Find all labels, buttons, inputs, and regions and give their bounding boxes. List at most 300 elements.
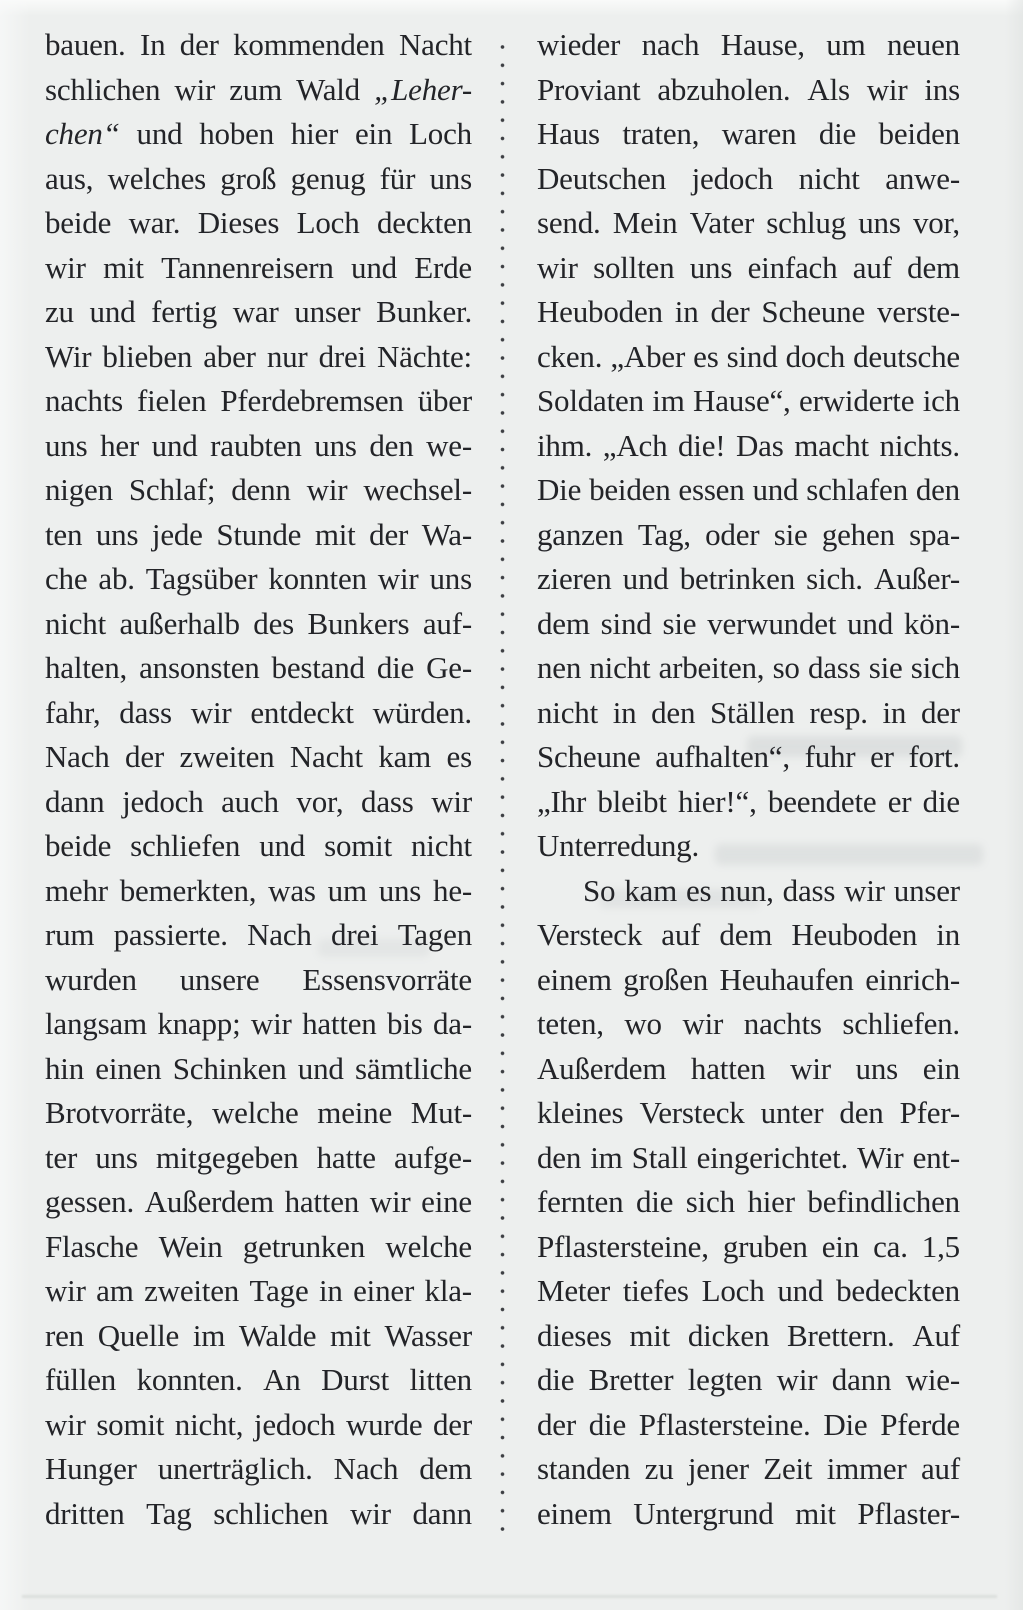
word: dritten	[45, 1495, 125, 1531]
word: er	[887, 783, 912, 819]
word: welche	[385, 1228, 472, 1264]
word: in	[882, 694, 907, 730]
word: wir	[190, 694, 232, 730]
word: tiefes	[622, 1273, 689, 1308]
word: Meter	[537, 1273, 611, 1308]
word: kleines	[537, 1095, 624, 1130]
word: wir	[431, 783, 472, 819]
word: die	[818, 116, 857, 151]
word: wir	[174, 71, 216, 107]
word: sie	[662, 605, 697, 641]
word: schliefen	[130, 828, 241, 863]
word: ca.	[873, 1228, 908, 1264]
word: macht	[794, 427, 869, 463]
word: somit	[96, 1406, 165, 1442]
word: arbeiten,	[658, 650, 765, 685]
word: wechsel-	[363, 472, 472, 507]
word: großen	[623, 961, 709, 997]
word: außerhalb	[119, 605, 240, 641]
word: am	[96, 1273, 134, 1308]
word: beide	[45, 205, 112, 240]
word: halten,	[45, 650, 128, 685]
word: Die	[823, 1406, 868, 1442]
word: Scheune	[537, 739, 641, 774]
word: legten	[687, 1362, 763, 1397]
word: Dieses	[197, 205, 280, 240]
text-line	[45, 824, 472, 869]
word: dem	[419, 1451, 472, 1486]
text-line	[537, 335, 960, 380]
text-line	[45, 1269, 472, 1314]
word: hier	[290, 116, 339, 151]
word: mit	[314, 516, 356, 552]
text-line	[45, 1447, 472, 1492]
word: Nach	[333, 1451, 399, 1486]
word: genug	[290, 160, 366, 196]
word: zweiten	[144, 1273, 240, 1308]
word: nachts	[743, 1006, 822, 1041]
word: der	[537, 1406, 576, 1442]
text-line	[537, 1002, 960, 1047]
word: neuen	[886, 27, 960, 62]
word: Pflastersteine.	[638, 1406, 811, 1442]
word: verwundet	[707, 605, 837, 641]
word: raubten	[210, 427, 302, 463]
text-line	[45, 290, 472, 335]
word: unter	[760, 1095, 824, 1130]
text-line	[45, 157, 472, 202]
word: mit	[795, 1495, 836, 1531]
word: auf	[852, 249, 892, 285]
word: Heuboden	[537, 294, 663, 329]
word: auf	[661, 917, 701, 952]
word: beide	[45, 828, 112, 863]
word: Nacht	[398, 27, 472, 62]
text-line	[45, 646, 472, 691]
text-line	[45, 23, 472, 68]
word: Bunker.	[376, 294, 472, 329]
text-line	[537, 1047, 960, 1092]
word: die	[537, 1362, 575, 1397]
word: der	[369, 516, 409, 552]
word: Pferde	[880, 1406, 960, 1442]
word: sich	[685, 1184, 735, 1219]
word: fahr,	[45, 694, 101, 730]
word: resp.	[809, 694, 868, 730]
word: und	[259, 828, 306, 863]
word: beendete	[767, 783, 877, 819]
word: ganzen	[537, 516, 624, 552]
text-line	[537, 780, 960, 825]
word: da-	[433, 1006, 472, 1041]
word: Ge-	[426, 650, 472, 685]
word: Pflastersteine,	[537, 1228, 709, 1264]
word: Ställen	[710, 694, 795, 730]
word: wir	[537, 249, 578, 285]
word: doch	[785, 338, 846, 374]
word: ein	[354, 116, 393, 151]
text-line	[537, 1136, 960, 1181]
word: wir	[350, 1495, 391, 1531]
word: denn	[231, 472, 291, 507]
word: Versteck	[537, 917, 643, 952]
word: der	[920, 694, 960, 730]
word: rum	[45, 917, 95, 952]
text-line	[537, 246, 960, 291]
word: Nacht	[289, 739, 363, 774]
word: war.	[128, 205, 181, 240]
text-line	[537, 1314, 960, 1359]
word: auf-	[422, 605, 472, 641]
word: es	[446, 739, 472, 774]
word: füllen	[45, 1362, 117, 1397]
word: Pflaster-	[857, 1495, 960, 1531]
word: Loch	[296, 205, 360, 240]
word: und	[847, 605, 894, 641]
text-line	[45, 1047, 472, 1092]
word: einer	[353, 1273, 415, 1308]
word: Tannenreisern	[161, 249, 334, 285]
word: Haus	[537, 116, 600, 151]
word: er	[870, 739, 894, 774]
word: einfach	[747, 249, 838, 285]
text-line	[45, 68, 472, 113]
text-line	[45, 780, 472, 825]
word: hatte	[316, 1139, 376, 1175]
word: um	[826, 27, 866, 62]
word: einem	[537, 1495, 612, 1531]
word: und	[622, 561, 669, 596]
word: vor,	[296, 783, 344, 819]
text-line	[537, 958, 960, 1003]
word: Wir	[45, 338, 92, 374]
word: Pfer-	[899, 1095, 960, 1130]
word: auch	[221, 783, 279, 819]
word: Essensvorräte	[302, 961, 472, 997]
text-line	[537, 869, 960, 914]
word: konnten.	[136, 1362, 243, 1397]
word: Vater	[689, 205, 755, 240]
word: im	[590, 1139, 623, 1175]
word: cken.	[537, 338, 603, 374]
word: nicht,	[174, 1406, 244, 1442]
word: im	[192, 1317, 226, 1353]
text-line	[45, 958, 472, 1003]
word: kön-	[903, 605, 960, 641]
word: ich	[922, 383, 960, 418]
word: es	[685, 872, 712, 908]
word: fielen	[137, 383, 207, 418]
word: waren	[721, 116, 797, 151]
text-line	[537, 157, 960, 202]
text-line	[45, 1002, 472, 1047]
word: wo	[624, 1006, 662, 1041]
word: jedoch	[691, 160, 774, 196]
word: dann	[831, 1362, 892, 1397]
word: Loch	[409, 116, 472, 151]
word: eine	[421, 1184, 472, 1219]
word: drei	[318, 338, 366, 374]
word: uns	[858, 205, 901, 240]
word: sind	[600, 605, 652, 641]
word: Nächte:	[376, 338, 472, 374]
word: jedoch	[122, 783, 204, 819]
word: Stunde	[216, 516, 302, 552]
word: nicht	[798, 160, 860, 196]
word: send.	[537, 205, 601, 240]
word: dem	[907, 249, 960, 285]
word: Wa-	[421, 516, 472, 552]
word: nen	[537, 650, 582, 685]
word: litten	[409, 1362, 472, 1397]
word: in	[674, 294, 699, 329]
word: dann	[45, 783, 105, 819]
word: Mut-	[410, 1095, 472, 1130]
text-line	[537, 1492, 960, 1537]
text-line	[45, 913, 472, 958]
text-line	[537, 824, 960, 869]
word: beiden	[589, 472, 671, 507]
text-line	[45, 246, 472, 291]
word: welches	[107, 160, 207, 196]
word: langsam	[45, 1006, 147, 1041]
word: bemerkten,	[119, 872, 257, 908]
word: ein	[821, 1228, 860, 1264]
word: deckten	[376, 205, 472, 240]
word: Brotvorräte,	[45, 1095, 194, 1130]
word: eingerichtet.	[696, 1139, 849, 1175]
word: hier	[747, 1184, 795, 1219]
word: Nach	[247, 917, 312, 952]
word: einem	[537, 961, 612, 997]
word: Untergrund	[633, 1495, 774, 1531]
word: Brettern.	[787, 1317, 895, 1353]
text-line	[45, 691, 472, 736]
word: spa-	[909, 516, 960, 552]
word: zu	[644, 1451, 674, 1486]
word: „Aber	[610, 338, 686, 374]
word: nigen	[45, 472, 113, 507]
text-line	[537, 1091, 960, 1136]
word: aufhalten“,	[655, 739, 790, 774]
word: uns	[95, 516, 139, 552]
word: welche	[211, 1095, 299, 1130]
text-line	[45, 424, 472, 469]
word: traten,	[622, 116, 700, 151]
word: gehen	[821, 516, 895, 552]
word: he-	[433, 872, 472, 908]
text-line	[45, 1225, 472, 1270]
text-line	[45, 1180, 472, 1225]
word: mitgegeben	[155, 1139, 299, 1175]
word: aufge-	[394, 1139, 472, 1175]
word: nicht	[537, 694, 598, 730]
word: kam	[378, 739, 432, 774]
word: Mein	[612, 205, 678, 240]
word: Erde	[414, 249, 472, 285]
text-line	[45, 557, 472, 602]
word: hin	[45, 1050, 85, 1086]
word: wieder	[537, 27, 621, 62]
text-line	[45, 1358, 472, 1403]
text-line	[537, 424, 960, 469]
word: dem	[537, 605, 590, 641]
word: einen	[95, 1050, 162, 1086]
word: che	[45, 561, 88, 596]
text-line	[537, 1225, 960, 1270]
word: groß	[220, 160, 277, 196]
word: Tagsüber	[145, 561, 258, 596]
word: blieben	[102, 338, 193, 374]
text-line	[537, 1403, 960, 1448]
word: unser	[893, 872, 960, 908]
word: Flasche	[45, 1228, 139, 1264]
text-line	[537, 23, 960, 68]
word: uns	[429, 561, 472, 596]
word: zieren	[537, 561, 612, 596]
word: hoben	[199, 116, 274, 151]
word: Außer-	[874, 561, 960, 596]
word: der	[433, 1406, 472, 1442]
word: dass	[119, 694, 172, 730]
word: bauen.	[45, 27, 126, 62]
word: An	[263, 1362, 301, 1397]
italic-word: „Leher-	[374, 71, 472, 107]
text-line	[45, 1136, 472, 1181]
word: wir	[790, 1050, 831, 1086]
text-line	[537, 468, 960, 513]
word: erwiderte	[799, 383, 915, 418]
word: Hause,	[720, 27, 805, 62]
text-line	[45, 869, 472, 914]
word: Proviant	[537, 71, 641, 107]
word: würden.	[372, 694, 472, 730]
word: bestand	[271, 650, 365, 685]
word: einrich-	[865, 961, 960, 997]
word: schliefen.	[842, 1006, 960, 1041]
word: und	[89, 294, 136, 329]
word: oder	[705, 516, 760, 552]
scan-edge-right-artifact	[1005, 0, 1023, 1610]
word: zum	[229, 71, 283, 107]
text-line	[45, 1492, 472, 1537]
word: fuhr	[804, 739, 856, 774]
word: we-	[426, 427, 472, 463]
word: Heuhaufen	[719, 961, 854, 997]
word: Durst	[321, 1362, 389, 1397]
word: essen	[678, 472, 745, 507]
word: Deutschen	[537, 160, 667, 196]
word: in	[936, 917, 960, 952]
word: knapp;	[157, 1006, 241, 1041]
word: und	[752, 472, 799, 507]
word: Außerdem	[144, 1184, 274, 1219]
word: mit	[629, 1317, 671, 1353]
text-line	[537, 112, 960, 157]
text-line	[537, 290, 960, 335]
word: den	[839, 1095, 884, 1130]
word: sich	[910, 650, 960, 685]
word: schlafen	[806, 472, 908, 507]
word: den	[915, 472, 960, 507]
word: Das	[735, 427, 784, 463]
word: verste-	[877, 294, 960, 329]
word: Bretter	[588, 1362, 674, 1397]
word: dann	[412, 1495, 472, 1531]
word: konnten	[268, 561, 367, 596]
word: ins	[924, 71, 960, 107]
word: Scheune	[761, 294, 866, 329]
text-line	[45, 112, 472, 157]
word: schlichen	[45, 71, 161, 107]
text-line	[537, 1358, 960, 1403]
word: Schlaf;	[128, 472, 216, 507]
word: betrinken	[679, 561, 796, 596]
word: es	[693, 338, 719, 374]
word: wir	[45, 1406, 86, 1442]
word: unser	[294, 294, 361, 329]
text-line	[537, 379, 960, 424]
text-line	[45, 602, 472, 647]
word: uns	[689, 249, 733, 285]
word: wir	[45, 249, 86, 285]
text-line	[45, 735, 472, 780]
text-line	[537, 646, 960, 691]
word: nachts	[45, 383, 123, 418]
word: ten	[45, 516, 83, 552]
word: unsere	[179, 961, 260, 997]
word: wurde	[345, 1406, 423, 1442]
word: jedoch	[253, 1406, 336, 1442]
word: dem	[719, 917, 773, 952]
text-column-left	[45, 23, 472, 1536]
word: Walde	[238, 1317, 317, 1353]
word: den	[369, 427, 414, 463]
word: Soldaten	[537, 383, 644, 418]
word: gessen.	[45, 1184, 134, 1219]
word: die	[922, 783, 960, 819]
word: in	[318, 1273, 343, 1308]
word: nicht	[45, 605, 106, 641]
word: vor,	[912, 205, 960, 240]
word: uns	[378, 872, 422, 908]
word: Tag	[146, 1495, 192, 1531]
word: sollten	[593, 249, 675, 285]
word: die	[588, 1406, 627, 1442]
word: in	[612, 694, 637, 730]
word: getrunken	[242, 1228, 366, 1264]
word: Zeit	[763, 1451, 813, 1486]
word: auf	[920, 1451, 960, 1486]
text-line	[537, 513, 960, 558]
word: fertig	[151, 294, 218, 329]
word: hatten	[284, 1184, 360, 1219]
word: sämtliche	[354, 1050, 472, 1086]
word: drei	[331, 917, 379, 952]
text-line	[45, 1091, 472, 1136]
word: Quelle	[97, 1317, 180, 1353]
word: sie	[773, 516, 808, 552]
word: her	[100, 427, 140, 463]
word: gruben	[722, 1228, 808, 1264]
word: wir	[866, 71, 908, 107]
word: Auf	[912, 1317, 960, 1353]
word: uns	[855, 1050, 899, 1086]
word: Wein	[158, 1228, 223, 1264]
word: fort.	[908, 739, 960, 774]
word: Tagen	[397, 917, 472, 952]
word: dass	[782, 872, 836, 908]
